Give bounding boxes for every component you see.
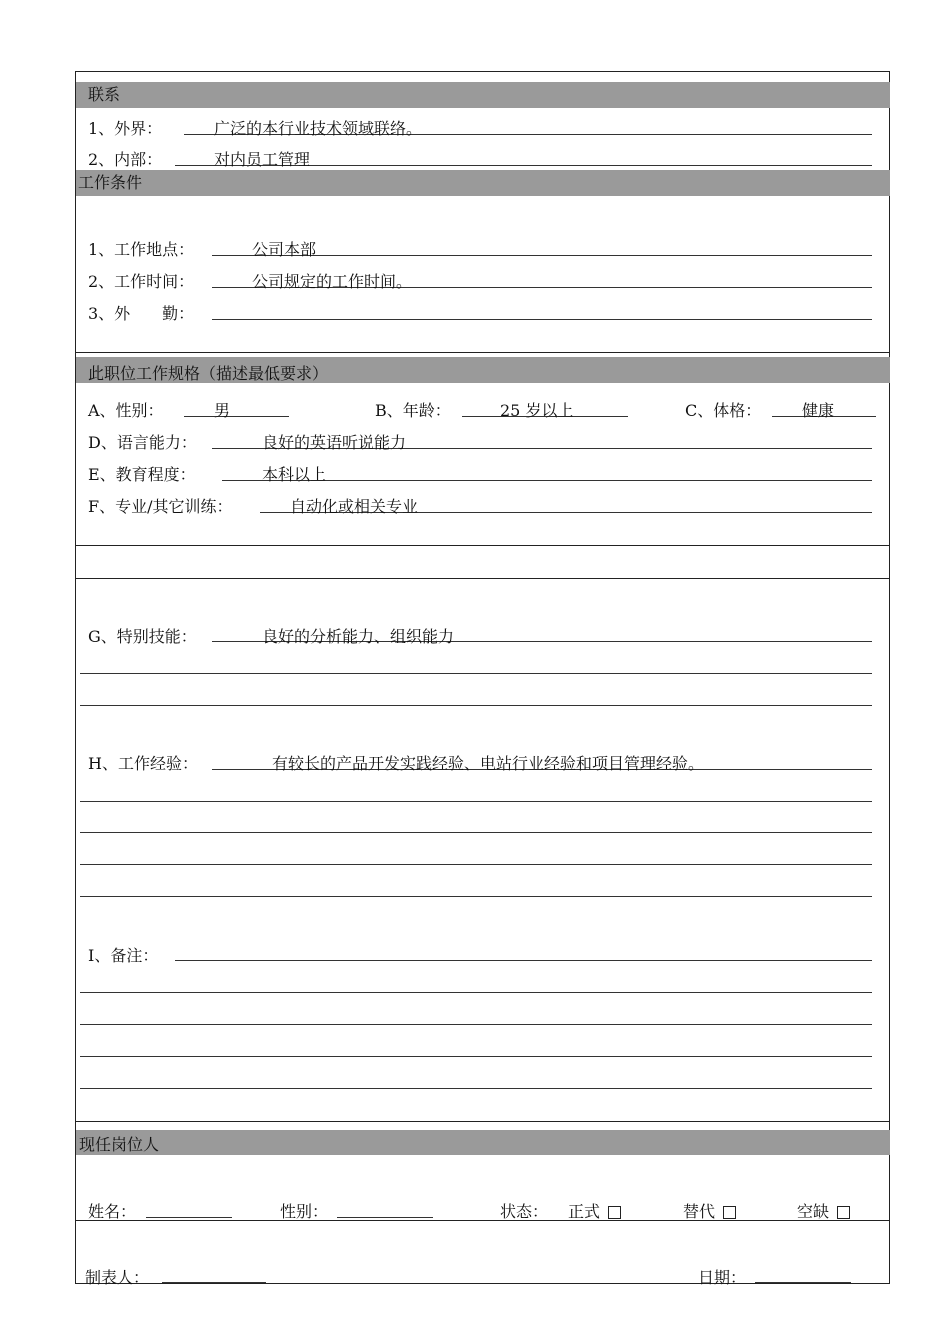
skills-value[interactable]: 良好的分析能力、组织能力 [262,627,455,646]
status-substitute-checkbox[interactable] [723,1206,736,1219]
internal-label: 2、内部： [88,150,163,169]
blank-line[interactable] [80,705,872,706]
status-substitute-label: 替代 [683,1202,716,1221]
external-value[interactable]: 广泛的本行业技术领域联络。 [214,119,423,138]
time-value[interactable]: 公司规定的工作时间。 [252,272,413,291]
divider [76,578,890,579]
blank-line[interactable] [80,832,872,833]
age-label: B、年龄： [375,401,451,420]
status-vacant-option[interactable] [797,1199,850,1222]
status-formal-option[interactable] [568,1199,621,1222]
time-label: 2、工作时间： [88,272,195,291]
date-label: 日期： [698,1268,747,1287]
incumbent-gender-input[interactable] [337,1217,433,1218]
blank-line[interactable] [80,896,872,897]
blank-line[interactable] [80,673,872,674]
gender-label: A、性别： [88,401,164,420]
divider [76,352,890,353]
status-vacant-checkbox[interactable] [837,1206,850,1219]
experience-label: H、工作经验： [88,754,198,773]
blank-line[interactable] [80,992,872,993]
preparer-input[interactable] [162,1282,266,1283]
blank-line[interactable] [80,864,872,865]
blank-line[interactable] [80,1056,872,1057]
divider [76,1121,890,1122]
status-formal-checkbox[interactable] [608,1206,621,1219]
gender-value[interactable]: 男 [214,401,231,420]
specs-header: 此职位工作规格（描述最低要求） [76,357,890,383]
location-label: 1、工作地点： [88,240,195,259]
status-formal-label: 正式 [568,1202,601,1221]
skills-label: G、特别技能： [88,627,197,646]
major-label: F、专业/其它训练： [88,497,233,516]
status-label: 状态： [500,1202,549,1221]
blank-line[interactable] [80,801,872,802]
contact-header: 联系 [76,82,890,108]
incumbent-name-input[interactable] [146,1217,232,1218]
divider [76,545,890,546]
physique-value[interactable]: 健康 [802,401,835,420]
incumbent-gender-label: 性别： [280,1202,329,1221]
education-label: E、教育程度： [88,465,196,484]
experience-value[interactable]: 有较长的产品开发实践经验、电站行业经验和项目管理经验。 [272,754,705,773]
status-vacant-label: 空缺 [797,1202,830,1221]
language-value[interactable]: 良好的英语听说能力 [262,433,407,452]
physique-label: C、体格： [685,401,762,420]
blank-line[interactable] [80,1088,872,1089]
incumbent-header: 现任岗位人 [76,1130,890,1155]
age-value[interactable]: 25 岁以上 [500,401,574,420]
blank-line[interactable] [80,1024,872,1025]
language-label: D、语言能力： [88,433,197,452]
conditions-header: 工作条件 [76,170,890,196]
location-value[interactable]: 公司本部 [252,240,317,259]
major-value[interactable]: 自动化或相关专业 [290,497,419,516]
date-input[interactable] [755,1282,851,1283]
divider [76,1220,890,1221]
external-label: 1、外界： [88,119,163,138]
gender-underline [184,416,289,417]
remarks-label: I、备注： [88,946,159,965]
status-substitute-option[interactable] [683,1199,736,1222]
preparer-label: 制表人： [85,1268,150,1287]
internal-value[interactable]: 对内员工管理 [214,150,311,169]
remarks-underline[interactable] [175,960,872,961]
field-work-label: 3、外 勤： [88,304,195,323]
education-value[interactable]: 本科以上 [262,465,327,484]
incumbent-name-label: 姓名： [88,1202,137,1221]
field-work-underline[interactable] [212,319,872,320]
form-frame [75,71,890,1284]
